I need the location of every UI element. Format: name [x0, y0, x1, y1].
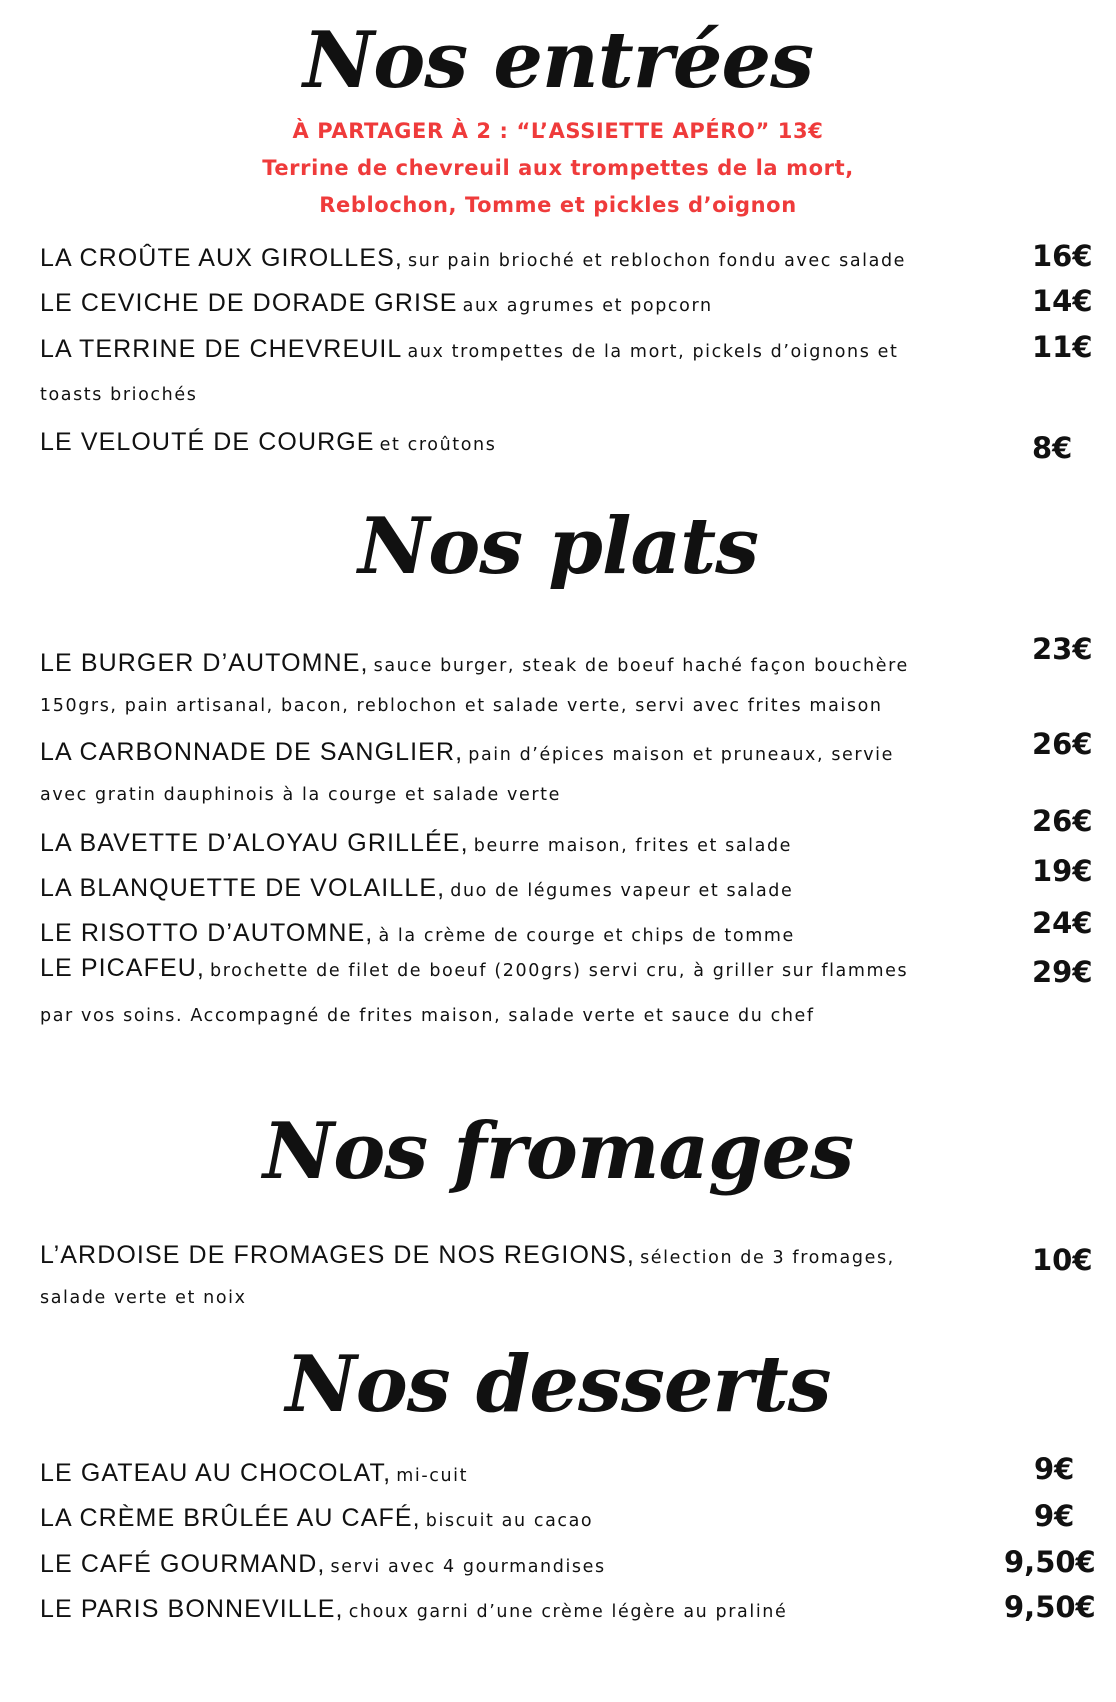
- dish-desc-continued: avec gratin dauphinois à la courge et salade verte: [40, 785, 561, 805]
- dish-price: 14€: [1032, 284, 1093, 318]
- dish-desc: servi avec 4 gourmandises: [330, 1557, 606, 1577]
- dish-name: LE PARIS BONNEVILLE,: [40, 1595, 344, 1623]
- dish-name: LE BURGER D’AUTOMNE,: [40, 649, 369, 677]
- dish-price: 16€: [1032, 239, 1093, 273]
- dish-desc: duo de légumes vapeur et salade: [450, 881, 794, 901]
- dish-desc: choux garni d’une crème légère au praliné: [348, 1602, 788, 1622]
- share-offer-desc-2: Reblochon, Tomme et pickles d’oignon: [319, 193, 797, 217]
- dish-desc: sur pain brioché et reblochon fondu avec salade: [408, 251, 907, 271]
- dish-desc: à la crème de courge et chips de tomme: [378, 926, 795, 946]
- dish-desc: aux agrumes et popcorn: [462, 296, 713, 316]
- dish-desc: et croûtons: [379, 435, 497, 455]
- share-offer-title: À PARTAGER À 2 : “L’ASSIETTE APÉRO” 13€: [292, 119, 824, 143]
- dish-name: LA TERRINE DE CHEVREUIL: [40, 335, 403, 363]
- dish-price: 26€: [1032, 804, 1093, 838]
- dish-price: 9€: [1034, 1452, 1075, 1486]
- dish-name: LE PICAFEU,: [40, 954, 205, 982]
- section-title-desserts: Nos desserts: [285, 1339, 831, 1430]
- dish-price: 8€: [1032, 431, 1073, 465]
- dish-desc-continued: salade verte et noix: [40, 1288, 247, 1308]
- dish-desc: beurre maison, frites et salade: [473, 836, 793, 856]
- dish-price: 29€: [1032, 955, 1093, 989]
- dish-price: 23€: [1032, 632, 1093, 666]
- dish-name: LA CARBONNADE DE SANGLIER,: [40, 738, 464, 766]
- dish-desc-continued: toasts briochés: [40, 385, 198, 405]
- dish-price: 10€: [1032, 1243, 1093, 1277]
- dish-desc: biscuit au cacao: [425, 1511, 594, 1531]
- dish-name: LE VELOUTÉ DE COURGE: [40, 428, 375, 456]
- dish-name: LA BLANQUETTE DE VOLAILLE,: [40, 874, 446, 902]
- section-title-fromages: Nos fromages: [262, 1106, 854, 1197]
- dish-name: LE GATEAU AU CHOCOLAT,: [40, 1459, 392, 1487]
- dish-price: 24€: [1032, 906, 1093, 940]
- dish-name: LA CRÈME BRÛLÉE AU CAFÉ,: [40, 1504, 421, 1532]
- dish-name: LA BAVETTE D’ALOYAU GRILLÉE,: [40, 829, 469, 857]
- dish-name: LE CEVICHE DE DORADE GRISE: [40, 289, 458, 317]
- dish-price: 26€: [1032, 727, 1093, 761]
- share-offer-desc-1: Terrine de chevreuil aux trompettes de la mort,: [262, 156, 854, 180]
- dish-desc: mi-cuit: [396, 1466, 469, 1486]
- dish-desc: sélection de 3 fromages,: [640, 1248, 895, 1268]
- dish-desc: aux trompettes de la mort, pickels d’oignons et: [407, 342, 899, 362]
- dish-name: L’ARDOISE DE FROMAGES DE NOS REGIONS,: [40, 1241, 635, 1269]
- dish-price: 9,50€: [1004, 1590, 1096, 1624]
- dish-desc: brochette de filet de boeuf (200grs) servi cru, à griller sur flammes: [210, 961, 909, 981]
- dish-name: LE CAFÉ GOURMAND,: [40, 1550, 326, 1578]
- section-title-entrees: Nos entrées: [302, 15, 813, 106]
- dish-desc: sauce burger, steak de boeuf haché façon bouchère: [373, 656, 909, 676]
- dish-name: LA CROÛTE AUX GIROLLES,: [40, 244, 403, 272]
- dish-desc-continued: 150grs, pain artisanal, bacon, reblochon et salade verte, servi avec frites maison: [40, 696, 883, 716]
- dish-price: 11€: [1032, 330, 1093, 364]
- dish-desc: pain d’épices maison et pruneaux, servie: [468, 745, 894, 765]
- dish-price: 19€: [1032, 854, 1093, 888]
- dish-price: 9,50€: [1004, 1545, 1096, 1579]
- dish-name: LE RISOTTO D’AUTOMNE,: [40, 919, 374, 947]
- section-title-plats: Nos plats: [357, 501, 759, 592]
- dish-desc-continued: par vos soins. Accompagné de frites maison, salade verte et sauce du chef: [40, 1006, 815, 1026]
- dish-price: 9€: [1034, 1499, 1075, 1533]
